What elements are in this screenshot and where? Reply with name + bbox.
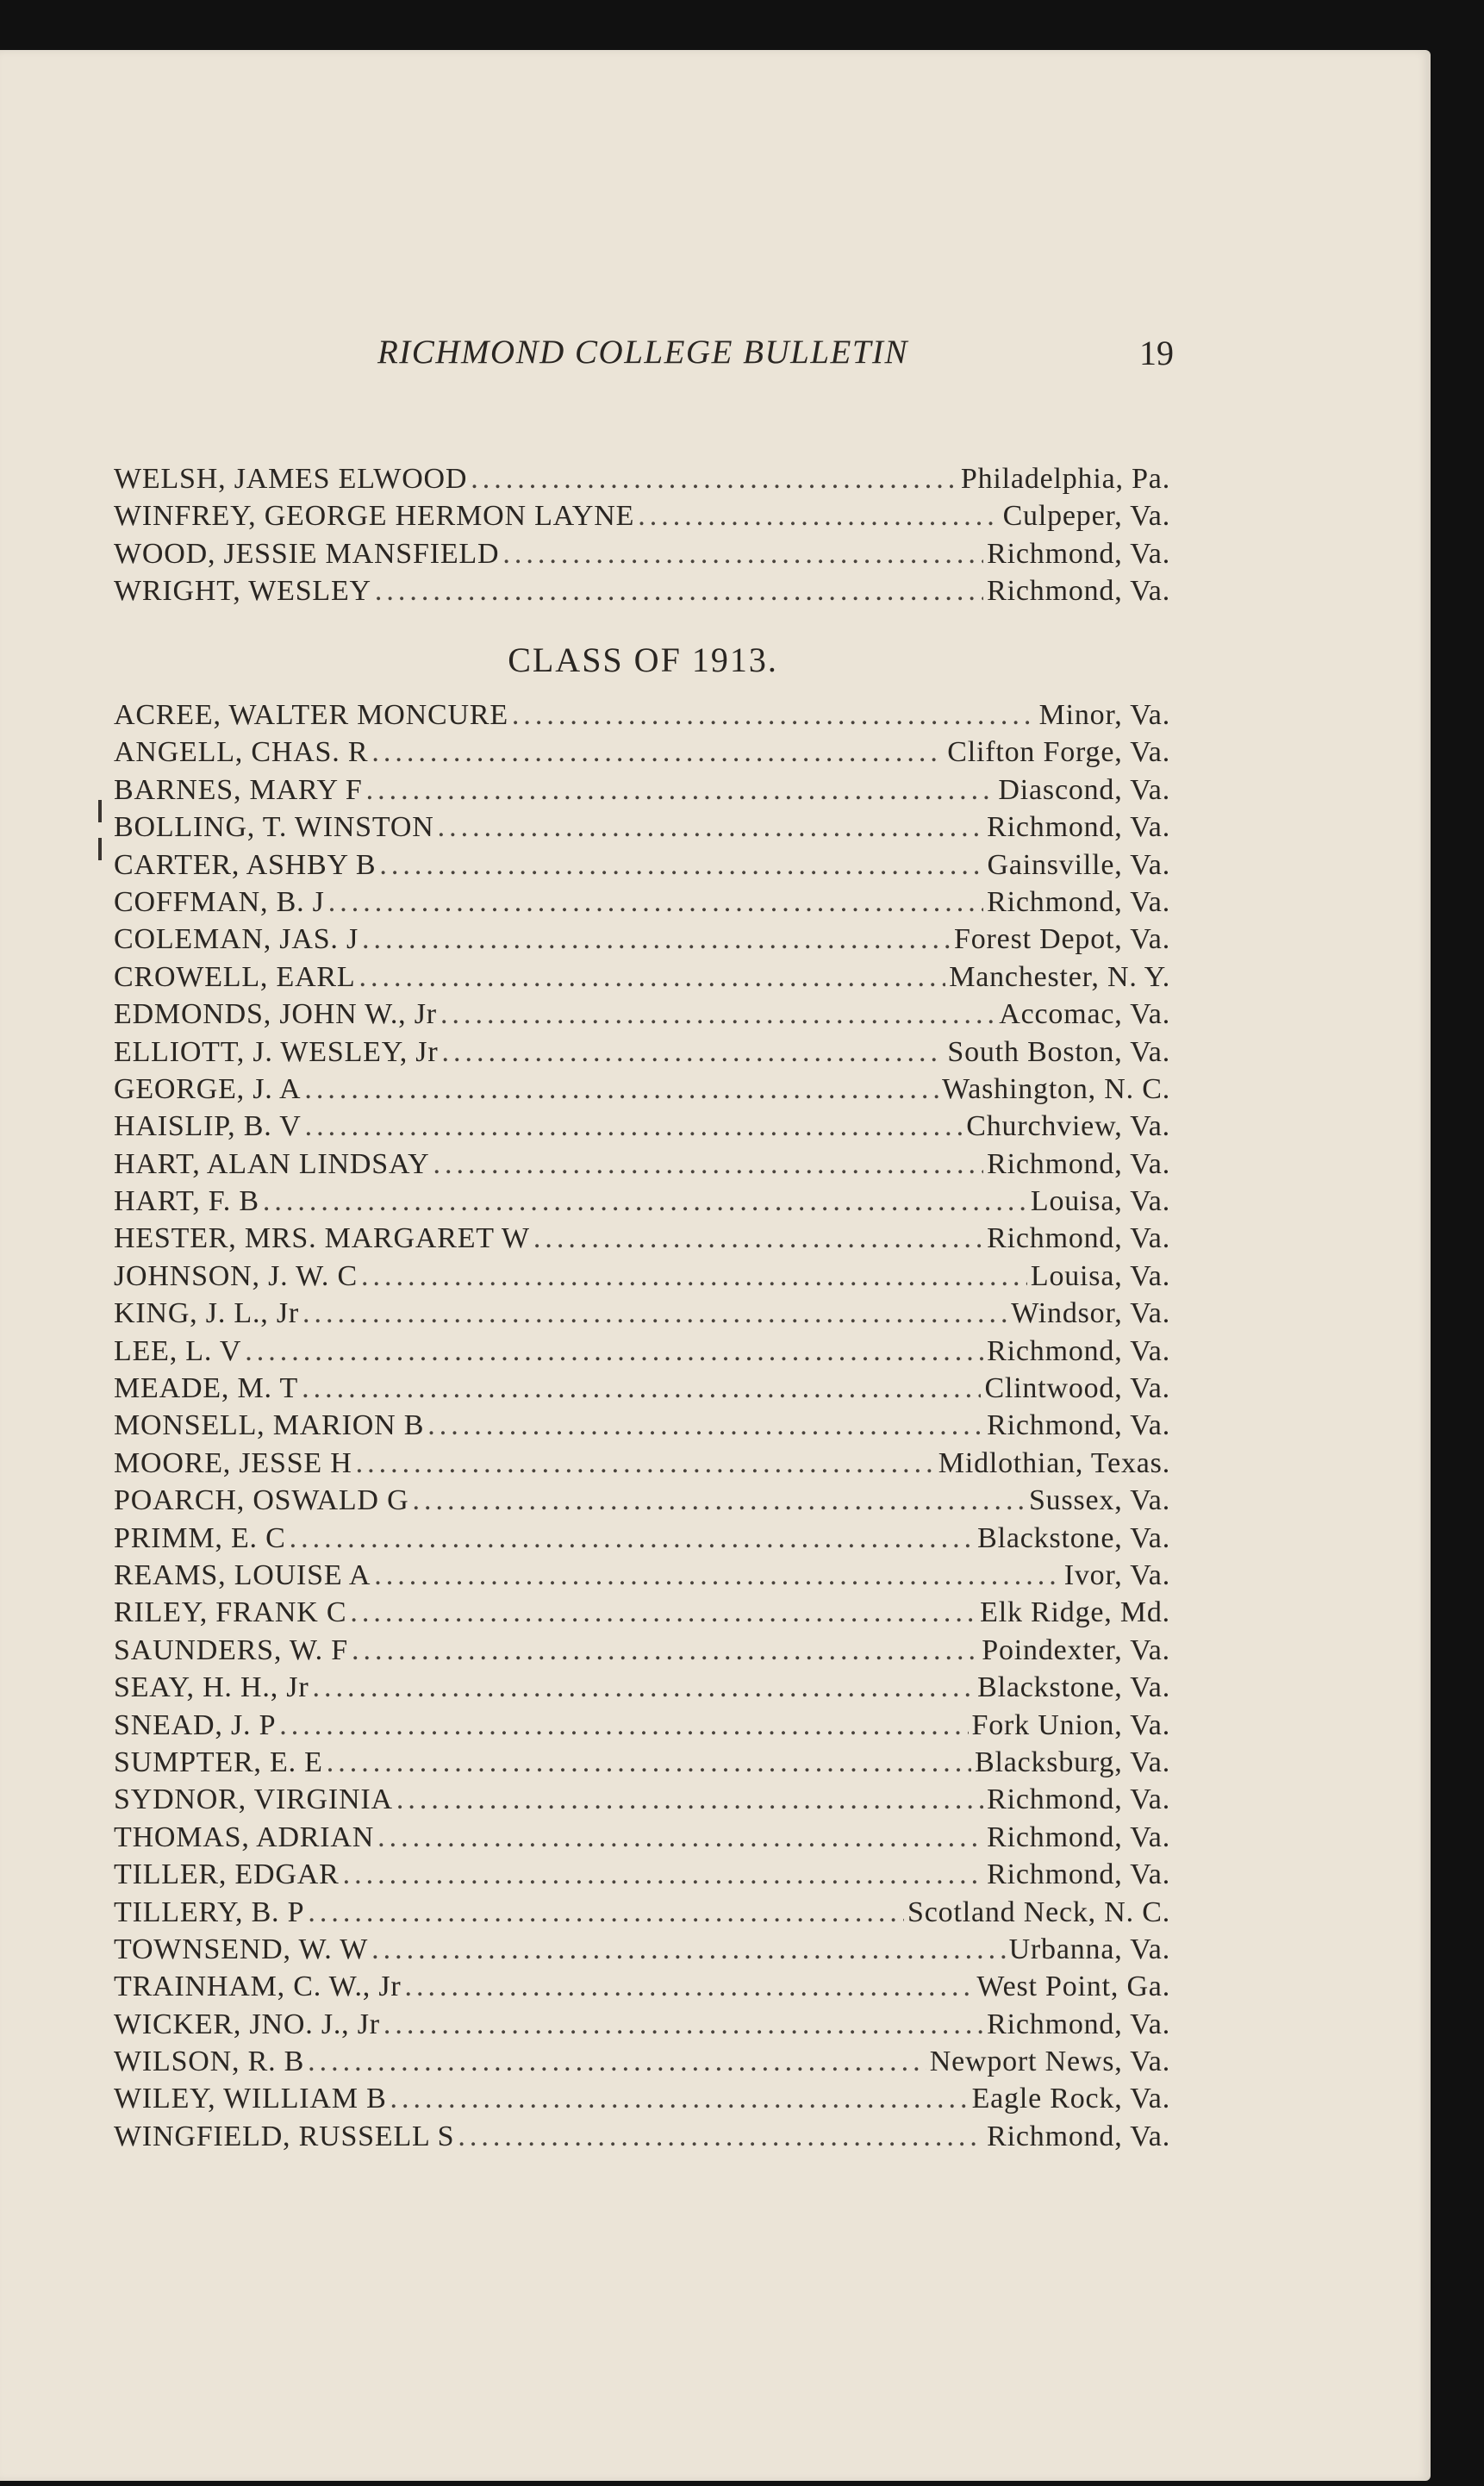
dot-leader (366, 771, 995, 809)
dot-leader (362, 921, 951, 958)
list-item (114, 497, 1170, 534)
entry-name: TILLER, EDGAR (114, 1858, 340, 1891)
list-item (114, 2006, 1170, 2043)
entry-name: GEORGE, J. A (114, 1072, 302, 1105)
entry-place: Ivor, Va. (1063, 1558, 1170, 1591)
dot-leader (427, 1407, 983, 1444)
list-item (114, 1146, 1170, 1183)
dot-leader (308, 1894, 904, 1931)
entry-name: CROWELL, EARL (114, 960, 356, 993)
entry-place: Culpeper, Va. (1002, 500, 1170, 533)
entry-place: Gainsville, Va. (987, 848, 1170, 881)
entry-place: Richmond, Va. (987, 885, 1170, 918)
entry-place: Louisa, Va. (1030, 1185, 1170, 1218)
entry-name: WELSH, JAMES ELWOOD (114, 463, 468, 495)
list-item (114, 2043, 1170, 2080)
entry-place: Manchester, N. Y. (949, 960, 1170, 993)
dot-leader (390, 2080, 969, 2117)
entry-name: COFFMAN, B. J (114, 885, 325, 918)
entry-name: WINGFIELD, RUSSELL S (114, 2120, 455, 2152)
class-entry-list (114, 696, 1170, 2155)
entry-place: Eagle Rock, Va. (971, 2083, 1170, 2115)
entry-name: REAMS, LOUISE A (114, 1558, 371, 1591)
entry-name: WILEY, WILLIAM B (114, 2083, 387, 2115)
list-item (114, 846, 1170, 884)
list-item (114, 1744, 1170, 1781)
list-item (114, 1856, 1170, 1893)
dot-leader (305, 1108, 963, 1145)
dot-leader (412, 1482, 1026, 1519)
dot-leader (350, 1594, 976, 1631)
list-item (114, 2118, 1170, 2155)
list-item (114, 535, 1170, 572)
dot-leader (371, 734, 944, 771)
entry-place: Richmond, Va. (987, 1147, 1170, 1180)
entry-place: Richmond, Va. (987, 1783, 1170, 1816)
entry-name: TRAINHAM, C. W., Jr (114, 1971, 402, 2003)
bulletin-page (0, 50, 1431, 2481)
entry-place: Clintwood, Va. (984, 1372, 1170, 1405)
dot-leader (377, 1819, 983, 1856)
entry-place: Philadelphia, Pa. (960, 463, 1170, 495)
entry-place: Scotland Neck, N. C. (907, 1896, 1170, 1928)
dot-leader (343, 1856, 984, 1893)
dot-leader (438, 809, 984, 846)
list-item (114, 1370, 1170, 1407)
entry-place: Blacksburg, Va. (974, 1746, 1170, 1778)
running-title: RICHMOND COLLEGE BULLETIN (377, 334, 909, 371)
dot-leader (308, 2043, 926, 2080)
entry-place: Richmond, Va. (987, 1222, 1170, 1255)
entry-place: Richmond, Va. (987, 811, 1170, 844)
margin-mark (98, 838, 102, 860)
dot-leader (302, 1370, 981, 1407)
entry-place: West Point, Ga. (976, 1971, 1170, 2003)
list-item (114, 460, 1170, 497)
entry-place: Churchview, Va. (966, 1110, 1170, 1143)
margin-mark (98, 800, 102, 822)
list-item (114, 1894, 1170, 1931)
running-head (112, 333, 1174, 384)
dot-leader (371, 1931, 1005, 1968)
dot-leader (328, 884, 983, 921)
list-item (114, 2080, 1170, 2117)
list-item (114, 1968, 1170, 2005)
dot-leader (383, 2006, 983, 2043)
list-item (114, 921, 1170, 958)
entry-name: BOLLING, T. WINSTON (114, 811, 434, 844)
entry-place: Louisa, Va. (1030, 1259, 1170, 1292)
entry-name: COLEMAN, JAS. J (114, 923, 359, 956)
entry-place: Urbanna, Va. (1008, 1933, 1170, 1965)
entry-name: EDMONDS, JOHN W., Jr (114, 998, 437, 1031)
list-item (114, 1931, 1170, 1968)
dot-leader (458, 2118, 983, 2155)
entry-place: Poindexter, Va. (982, 1633, 1170, 1666)
list-item (114, 1108, 1170, 1145)
dot-leader (512, 696, 1036, 734)
dot-leader (440, 996, 995, 1033)
dot-leader (304, 1071, 938, 1108)
entry-place: Richmond, Va. (987, 1821, 1170, 1853)
list-item (114, 1707, 1170, 1744)
list-item (114, 1220, 1170, 1257)
entry-place: Richmond, Va. (987, 1409, 1170, 1442)
entry-place: Washington, N. C. (942, 1072, 1170, 1105)
entry-name: SEAY, H. H., Jr (114, 1671, 309, 1704)
continued-entry-list (114, 460, 1170, 610)
entry-name: TOWNSEND, W. W (114, 1933, 369, 1965)
list-item (114, 809, 1170, 846)
dot-leader (374, 1557, 1061, 1594)
list-item (114, 1781, 1170, 1818)
entry-name: PRIMM, E. C (114, 1521, 286, 1554)
entry-name: SNEAD, J. P (114, 1708, 277, 1741)
entry-place: Windsor, Va. (1011, 1297, 1170, 1330)
entry-name: CARTER, ASHBY B (114, 848, 377, 881)
entry-name: MOORE, JESSE H (114, 1446, 352, 1479)
entry-place: Minor, Va. (1038, 699, 1170, 731)
dot-leader (263, 1183, 1027, 1220)
list-item (114, 1557, 1170, 1594)
list-item (114, 1520, 1170, 1557)
entry-place: Richmond, Va. (987, 1858, 1170, 1891)
entry-place: Accomac, Va. (999, 998, 1170, 1031)
list-item (114, 696, 1170, 734)
list-item (114, 1819, 1170, 1856)
entry-name: POARCH, OSWALD G (114, 1484, 409, 1517)
entry-place: Richmond, Va. (987, 1334, 1170, 1367)
dot-leader (396, 1781, 983, 1818)
entry-name: THOMAS, ADRIAN (114, 1821, 375, 1853)
dot-leader (245, 1333, 983, 1370)
entry-place: Blackstone, Va. (977, 1671, 1170, 1704)
entry-place: Richmond, Va. (987, 537, 1170, 570)
class-heading: CLASS OF 1913. (508, 640, 778, 679)
entry-name: MONSELL, MARION B (114, 1409, 425, 1442)
dot-leader (356, 1445, 935, 1482)
list-item (114, 1295, 1170, 1332)
dot-leader (359, 959, 945, 996)
page-number: 19 (1139, 334, 1174, 372)
dot-leader (279, 1707, 968, 1744)
entry-place: Blackstone, Va. (977, 1521, 1170, 1554)
list-item (114, 1071, 1170, 1108)
list-item (114, 771, 1170, 809)
entry-name: ELLIOTT, J. WESLEY, Jr (114, 1035, 439, 1068)
list-item (114, 959, 1170, 996)
dot-leader (290, 1520, 975, 1557)
entry-place: Forest Depot, Va. (954, 923, 1170, 956)
entry-name: KING, J. L., Jr (114, 1297, 300, 1330)
list-item (114, 1183, 1170, 1220)
entry-name: HAISLIP, B. V (114, 1110, 302, 1143)
entry-name: SUMPTER, E. E (114, 1746, 323, 1778)
list-item (114, 572, 1170, 609)
entry-name: RILEY, FRANK C (114, 1596, 347, 1629)
dot-leader (638, 497, 999, 534)
entry-place: Fork Union, Va. (971, 1708, 1170, 1741)
entry-name: MEADE, M. T (114, 1372, 299, 1405)
entry-name: JOHNSON, J. W. C (114, 1259, 358, 1292)
entry-place: Clifton Forge, Va. (947, 736, 1170, 769)
dot-leader (533, 1220, 983, 1257)
entry-name: SYDNOR, VIRGINIA (114, 1783, 393, 1816)
dot-leader (502, 535, 983, 572)
list-item (114, 1445, 1170, 1482)
list-item (114, 1669, 1170, 1706)
entry-name: WINFREY, GEORGE HERMON LAYNE (114, 500, 635, 533)
dot-leader (302, 1295, 1007, 1332)
entry-place: Sussex, Va. (1028, 1484, 1170, 1517)
list-item (114, 1258, 1170, 1295)
entry-name: BARNES, MARY F (114, 773, 363, 806)
dot-leader (379, 846, 983, 884)
entry-name: TILLERY, B. P (114, 1896, 305, 1928)
entry-name: LEE, L. V (114, 1334, 242, 1367)
dot-leader (312, 1669, 974, 1706)
entry-name: ANGELL, CHAS. R (114, 736, 369, 769)
dot-leader (471, 460, 957, 497)
list-item (114, 1632, 1170, 1669)
entry-name: WICKER, JNO. J., Jr (114, 2008, 380, 2040)
entry-name: HART, ALAN LINDSAY (114, 1147, 430, 1180)
entry-place: Elk Ridge, Md. (980, 1596, 1170, 1629)
entry-place: Richmond, Va. (987, 2120, 1170, 2152)
entry-name: WRIGHT, WESLEY (114, 575, 371, 608)
list-item (114, 1034, 1170, 1071)
list-item (114, 1594, 1170, 1631)
dot-leader (441, 1034, 944, 1071)
dot-leader (361, 1258, 1027, 1295)
dot-leader (375, 572, 983, 609)
dot-leader (327, 1744, 971, 1781)
entry-place: Newport News, Va. (929, 2046, 1170, 2078)
entry-name: ACREE, WALTER MONCURE (114, 699, 508, 731)
dot-leader (433, 1146, 984, 1183)
entry-name: WOOD, JESSIE MANSFIELD (114, 537, 500, 570)
list-item (114, 1482, 1170, 1519)
list-item (114, 1333, 1170, 1370)
list-item (114, 884, 1170, 921)
entry-place: South Boston, Va. (947, 1035, 1170, 1068)
entry-name: SAUNDERS, W. F (114, 1633, 348, 1666)
entry-place: Diascond, Va. (998, 773, 1170, 806)
dot-leader (405, 1968, 974, 2005)
dot-leader (352, 1632, 978, 1669)
entry-place: Richmond, Va. (987, 2008, 1170, 2040)
entry-name: HESTER, MRS. MARGARET W (114, 1222, 530, 1255)
entry-name: HART, F. B (114, 1185, 259, 1218)
entry-place: Midlothian, Texas. (938, 1446, 1170, 1479)
entry-place: Richmond, Va. (987, 575, 1170, 608)
list-item (114, 996, 1170, 1033)
list-item (114, 1407, 1170, 1444)
list-item (114, 734, 1170, 771)
entry-name: WILSON, R. B (114, 2046, 305, 2078)
